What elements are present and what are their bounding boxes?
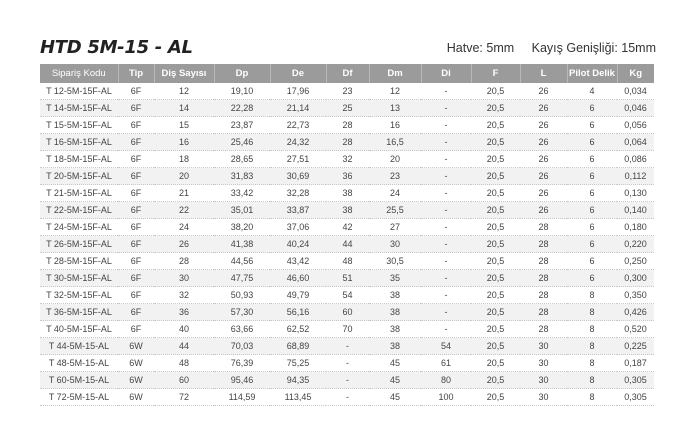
- cell-dm: 45: [369, 355, 421, 372]
- cell-teeth-count: 12: [154, 83, 214, 100]
- cell-kg: 0,225: [617, 338, 654, 355]
- cell-dp: 31,83: [214, 168, 270, 185]
- cell-l: 28: [520, 270, 567, 287]
- cell-type: 6F: [118, 270, 154, 287]
- cell-f: 20,5: [471, 202, 520, 219]
- cell-type: 6W: [118, 338, 154, 355]
- cell-dm: 45: [369, 389, 421, 406]
- cell-dp: 95,46: [214, 372, 270, 389]
- cell-f: 20,5: [471, 100, 520, 117]
- cell-order-code: T 36-5M-15F-AL: [40, 304, 118, 321]
- cell-di: 100: [421, 389, 471, 406]
- cell-l: 28: [520, 219, 567, 236]
- cell-order-code: T 28-5M-15F-AL: [40, 253, 118, 270]
- cell-pilot-bore: 6: [567, 100, 617, 117]
- cell-de: 75,25: [270, 355, 326, 372]
- cell-teeth-count: 18: [154, 151, 214, 168]
- cell-df: -: [326, 338, 369, 355]
- cell-pilot-bore: 8: [567, 321, 617, 338]
- cell-df: 36: [326, 168, 369, 185]
- cell-kg: 0,064: [617, 134, 654, 151]
- table-row: [40, 338, 654, 355]
- cell-dm: 30,5: [369, 253, 421, 270]
- cell-pilot-bore: 4: [567, 83, 617, 100]
- cell-de: 17,96: [270, 83, 326, 100]
- cell-order-code: T 44-5M-15-AL: [40, 338, 118, 355]
- cell-dm: 16,5: [369, 134, 421, 151]
- cell-dp: 70,03: [214, 338, 270, 355]
- cell-di: 54: [421, 338, 471, 355]
- cell-order-code: T 14-5M-15F-AL: [40, 100, 118, 117]
- cell-l: 26: [520, 151, 567, 168]
- cell-f: 20,5: [471, 219, 520, 236]
- table-row: [40, 270, 654, 287]
- cell-de: 113,45: [270, 389, 326, 406]
- cell-dm: 38: [369, 287, 421, 304]
- cell-dm: 25,5: [369, 202, 421, 219]
- cell-de: 37,06: [270, 219, 326, 236]
- cell-kg: 0,046: [617, 100, 654, 117]
- cell-order-code: T 48-5M-15-AL: [40, 355, 118, 372]
- cell-de: 40,24: [270, 236, 326, 253]
- cell-order-code: T 24-5M-15F-AL: [40, 219, 118, 236]
- table-row: [40, 185, 654, 202]
- table-header-row: [40, 64, 654, 83]
- cell-df: 25: [326, 100, 369, 117]
- cell-order-code: T 60-5M-15-AL: [40, 372, 118, 389]
- cell-f: 20,5: [471, 185, 520, 202]
- cell-pilot-bore: 8: [567, 372, 617, 389]
- header-f: F: [471, 64, 520, 83]
- cell-dp: 33,42: [214, 185, 270, 202]
- cell-de: 56,16: [270, 304, 326, 321]
- cell-type: 6W: [118, 372, 154, 389]
- cell-type: 6F: [118, 134, 154, 151]
- cell-teeth-count: 40: [154, 321, 214, 338]
- cell-di: -: [421, 304, 471, 321]
- cell-di: -: [421, 168, 471, 185]
- table-row: [40, 321, 654, 338]
- cell-df: 44: [326, 236, 369, 253]
- cell-di: -: [421, 321, 471, 338]
- table-row: [40, 168, 654, 185]
- cell-di: -: [421, 219, 471, 236]
- cell-de: 43,42: [270, 253, 326, 270]
- table-row: [40, 134, 654, 151]
- cell-pilot-bore: 6: [567, 270, 617, 287]
- cell-order-code: T 22-5M-15F-AL: [40, 202, 118, 219]
- cell-dp: 19,10: [214, 83, 270, 100]
- cell-di: -: [421, 202, 471, 219]
- cell-order-code: T 26-5M-15F-AL: [40, 236, 118, 253]
- cell-df: -: [326, 389, 369, 406]
- cell-kg: 0,520: [617, 321, 654, 338]
- cell-kg: 0,250: [617, 253, 654, 270]
- cell-l: 30: [520, 355, 567, 372]
- cell-di: -: [421, 185, 471, 202]
- cell-pilot-bore: 6: [567, 168, 617, 185]
- cell-pilot-bore: 6: [567, 236, 617, 253]
- cell-kg: 0,305: [617, 389, 654, 406]
- cell-teeth-count: 16: [154, 134, 214, 151]
- cell-order-code: T 40-5M-15F-AL: [40, 321, 118, 338]
- cell-kg: 0,305: [617, 372, 654, 389]
- cell-di: -: [421, 100, 471, 117]
- header-dp: Dp: [214, 64, 270, 83]
- cell-order-code: T 12-5M-15F-AL: [40, 83, 118, 100]
- cell-df: 23: [326, 83, 369, 100]
- cell-pilot-bore: 6: [567, 202, 617, 219]
- cell-df: 42: [326, 219, 369, 236]
- cell-df: 28: [326, 117, 369, 134]
- cell-de: 94,35: [270, 372, 326, 389]
- cell-dp: 44,56: [214, 253, 270, 270]
- cell-type: 6F: [118, 185, 154, 202]
- cell-di: -: [421, 270, 471, 287]
- cell-l: 26: [520, 168, 567, 185]
- cell-f: 20,5: [471, 287, 520, 304]
- cell-de: 21,14: [270, 100, 326, 117]
- cell-teeth-count: 44: [154, 338, 214, 355]
- cell-kg: 0,140: [617, 202, 654, 219]
- cell-dp: 57,30: [214, 304, 270, 321]
- cell-di: 61: [421, 355, 471, 372]
- cell-l: 28: [520, 253, 567, 270]
- cell-type: 6F: [118, 151, 154, 168]
- cell-de: 62,52: [270, 321, 326, 338]
- cell-teeth-count: 14: [154, 100, 214, 117]
- cell-pilot-bore: 6: [567, 185, 617, 202]
- table-row: [40, 287, 654, 304]
- cell-l: 28: [520, 304, 567, 321]
- table-row: [40, 253, 654, 270]
- cell-dm: 12: [369, 83, 421, 100]
- cell-de: 22,73: [270, 117, 326, 134]
- cell-di: -: [421, 236, 471, 253]
- cell-l: 26: [520, 100, 567, 117]
- cell-order-code: T 18-5M-15F-AL: [40, 151, 118, 168]
- cell-pilot-bore: 6: [567, 253, 617, 270]
- cell-pilot-bore: 8: [567, 287, 617, 304]
- cell-di: -: [421, 287, 471, 304]
- cell-l: 28: [520, 287, 567, 304]
- cell-order-code: T 30-5M-15F-AL: [40, 270, 118, 287]
- header-de: De: [270, 64, 326, 83]
- cell-dm: 35: [369, 270, 421, 287]
- cell-type: 6F: [118, 253, 154, 270]
- cell-teeth-count: 30: [154, 270, 214, 287]
- cell-kg: 0,130: [617, 185, 654, 202]
- cell-f: 20,5: [471, 83, 520, 100]
- cell-di: -: [421, 117, 471, 134]
- cell-dm: 38: [369, 321, 421, 338]
- table-row: [40, 117, 654, 134]
- header-order-code: Sipariş Kodu: [40, 64, 118, 83]
- cell-teeth-count: 15: [154, 117, 214, 134]
- cell-kg: 0,187: [617, 355, 654, 372]
- cell-l: 26: [520, 202, 567, 219]
- cell-kg: 0,086: [617, 151, 654, 168]
- cell-f: 20,5: [471, 151, 520, 168]
- cell-teeth-count: 60: [154, 372, 214, 389]
- cell-type: 6F: [118, 168, 154, 185]
- table-row: [40, 236, 654, 253]
- cell-dm: 24: [369, 185, 421, 202]
- cell-df: 38: [326, 185, 369, 202]
- cell-teeth-count: 26: [154, 236, 214, 253]
- header-type: Tip: [118, 64, 154, 83]
- cell-dp: 47,75: [214, 270, 270, 287]
- pitch-label: Hatve: 5mm: [446, 41, 515, 55]
- table-row: [40, 219, 654, 236]
- cell-de: 27,51: [270, 151, 326, 168]
- cell-teeth-count: 32: [154, 287, 214, 304]
- cell-l: 26: [520, 185, 567, 202]
- cell-dm: 20: [369, 151, 421, 168]
- cell-l: 26: [520, 83, 567, 100]
- cell-de: 68,89: [270, 338, 326, 355]
- cell-dp: 22,28: [214, 100, 270, 117]
- cell-dm: 23: [369, 168, 421, 185]
- cell-type: 6F: [118, 117, 154, 134]
- cell-de: 30,69: [270, 168, 326, 185]
- cell-order-code: T 20-5M-15F-AL: [40, 168, 118, 185]
- cell-order-code: T 32-5M-15F-AL: [40, 287, 118, 304]
- table-row: [40, 202, 654, 219]
- cell-f: 20,5: [471, 338, 520, 355]
- cell-type: 6F: [118, 100, 154, 117]
- cell-di: -: [421, 151, 471, 168]
- cell-type: 6W: [118, 389, 154, 406]
- cell-kg: 0,112: [617, 168, 654, 185]
- cell-dp: 114,59: [214, 389, 270, 406]
- header-dm: Dm: [369, 64, 421, 83]
- cell-kg: 0,350: [617, 287, 654, 304]
- cell-teeth-count: 24: [154, 219, 214, 236]
- cell-de: 32,28: [270, 185, 326, 202]
- cell-dm: 27: [369, 219, 421, 236]
- cell-teeth-count: 72: [154, 389, 214, 406]
- cell-dp: 41,38: [214, 236, 270, 253]
- cell-f: 20,5: [471, 389, 520, 406]
- cell-kg: 0,300: [617, 270, 654, 287]
- cell-order-code: T 21-5M-15F-AL: [40, 185, 118, 202]
- cell-df: -: [326, 372, 369, 389]
- table-row: [40, 100, 654, 117]
- table-row: [40, 304, 654, 321]
- cell-de: 49,79: [270, 287, 326, 304]
- table-body: [40, 83, 654, 406]
- spec-info: [447, 41, 656, 55]
- table-row: [40, 355, 654, 372]
- cell-l: 30: [520, 389, 567, 406]
- header-kg: Kg: [617, 64, 654, 83]
- pulley-spec-table: [40, 64, 654, 406]
- cell-l: 28: [520, 321, 567, 338]
- cell-dm: 16: [369, 117, 421, 134]
- cell-pilot-bore: 6: [567, 151, 617, 168]
- cell-dp: 28,65: [214, 151, 270, 168]
- cell-order-code: T 15-5M-15F-AL: [40, 117, 118, 134]
- cell-l: 30: [520, 338, 567, 355]
- cell-di: 80: [421, 372, 471, 389]
- cell-kg: 0,056: [617, 117, 654, 134]
- cell-dm: 38: [369, 338, 421, 355]
- cell-type: 6F: [118, 83, 154, 100]
- cell-f: 20,5: [471, 270, 520, 287]
- cell-df: 32: [326, 151, 369, 168]
- table-row: [40, 389, 654, 406]
- cell-l: 30: [520, 372, 567, 389]
- cell-pilot-bore: 8: [567, 304, 617, 321]
- cell-df: 70: [326, 321, 369, 338]
- cell-f: 20,5: [471, 304, 520, 321]
- cell-l: 28: [520, 236, 567, 253]
- cell-pilot-bore: 6: [567, 117, 617, 134]
- cell-dp: 35,01: [214, 202, 270, 219]
- table-row: [40, 151, 654, 168]
- cell-df: 28: [326, 134, 369, 151]
- header-df: Df: [326, 64, 369, 83]
- cell-type: 6F: [118, 202, 154, 219]
- cell-pilot-bore: 8: [567, 355, 617, 372]
- cell-kg: 0,034: [617, 83, 654, 100]
- cell-f: 20,5: [471, 253, 520, 270]
- cell-df: 60: [326, 304, 369, 321]
- cell-dm: 30: [369, 236, 421, 253]
- cell-dm: 13: [369, 100, 421, 117]
- cell-teeth-count: 48: [154, 355, 214, 372]
- cell-dm: 45: [369, 372, 421, 389]
- page-title: HTD 5M-15 - AL: [40, 37, 193, 58]
- cell-pilot-bore: 6: [567, 219, 617, 236]
- cell-pilot-bore: 8: [567, 338, 617, 355]
- cell-f: 20,5: [471, 321, 520, 338]
- cell-order-code: T 16-5M-15F-AL: [40, 134, 118, 151]
- cell-kg: 0,220: [617, 236, 654, 253]
- cell-l: 26: [520, 117, 567, 134]
- cell-dp: 50,93: [214, 287, 270, 304]
- cell-f: 20,5: [471, 134, 520, 151]
- cell-de: 24,32: [270, 134, 326, 151]
- header-l: L: [520, 64, 567, 83]
- header-pilot-bore: Pilot Delik: [567, 64, 617, 83]
- cell-type: 6F: [118, 287, 154, 304]
- cell-teeth-count: 36: [154, 304, 214, 321]
- cell-type: 6F: [118, 219, 154, 236]
- cell-dp: 76,39: [214, 355, 270, 372]
- table-row: [40, 83, 654, 100]
- cell-teeth-count: 22: [154, 202, 214, 219]
- cell-de: 46,60: [270, 270, 326, 287]
- cell-de: 33,87: [270, 202, 326, 219]
- cell-df: -: [326, 355, 369, 372]
- cell-kg: 0,180: [617, 219, 654, 236]
- cell-pilot-bore: 8: [567, 389, 617, 406]
- cell-dp: 23,87: [214, 117, 270, 134]
- belt-width-label: Kayış Genişliği: 15mm: [531, 41, 656, 55]
- cell-type: 6F: [118, 236, 154, 253]
- cell-f: 20,5: [471, 372, 520, 389]
- cell-type: 6F: [118, 304, 154, 321]
- cell-di: -: [421, 83, 471, 100]
- cell-df: 54: [326, 287, 369, 304]
- cell-f: 20,5: [471, 168, 520, 185]
- cell-df: 38: [326, 202, 369, 219]
- cell-f: 20,5: [471, 117, 520, 134]
- cell-teeth-count: 20: [154, 168, 214, 185]
- cell-teeth-count: 28: [154, 253, 214, 270]
- cell-di: -: [421, 253, 471, 270]
- cell-dp: 63,66: [214, 321, 270, 338]
- cell-type: 6F: [118, 321, 154, 338]
- cell-kg: 0,426: [617, 304, 654, 321]
- cell-dp: 25,46: [214, 134, 270, 151]
- cell-dm: 38: [369, 304, 421, 321]
- header-di: Di: [421, 64, 471, 83]
- cell-dp: 38,20: [214, 219, 270, 236]
- cell-pilot-bore: 6: [567, 134, 617, 151]
- cell-df: 51: [326, 270, 369, 287]
- cell-order-code: T 72-5M-15-AL: [40, 389, 118, 406]
- header-teeth-count: Diş Sayısı: [154, 64, 214, 83]
- cell-df: 48: [326, 253, 369, 270]
- cell-l: 26: [520, 134, 567, 151]
- cell-type: 6W: [118, 355, 154, 372]
- cell-di: -: [421, 134, 471, 151]
- cell-teeth-count: 21: [154, 185, 214, 202]
- cell-f: 20,5: [471, 236, 520, 253]
- cell-f: 20,5: [471, 355, 520, 372]
- table-row: [40, 372, 654, 389]
